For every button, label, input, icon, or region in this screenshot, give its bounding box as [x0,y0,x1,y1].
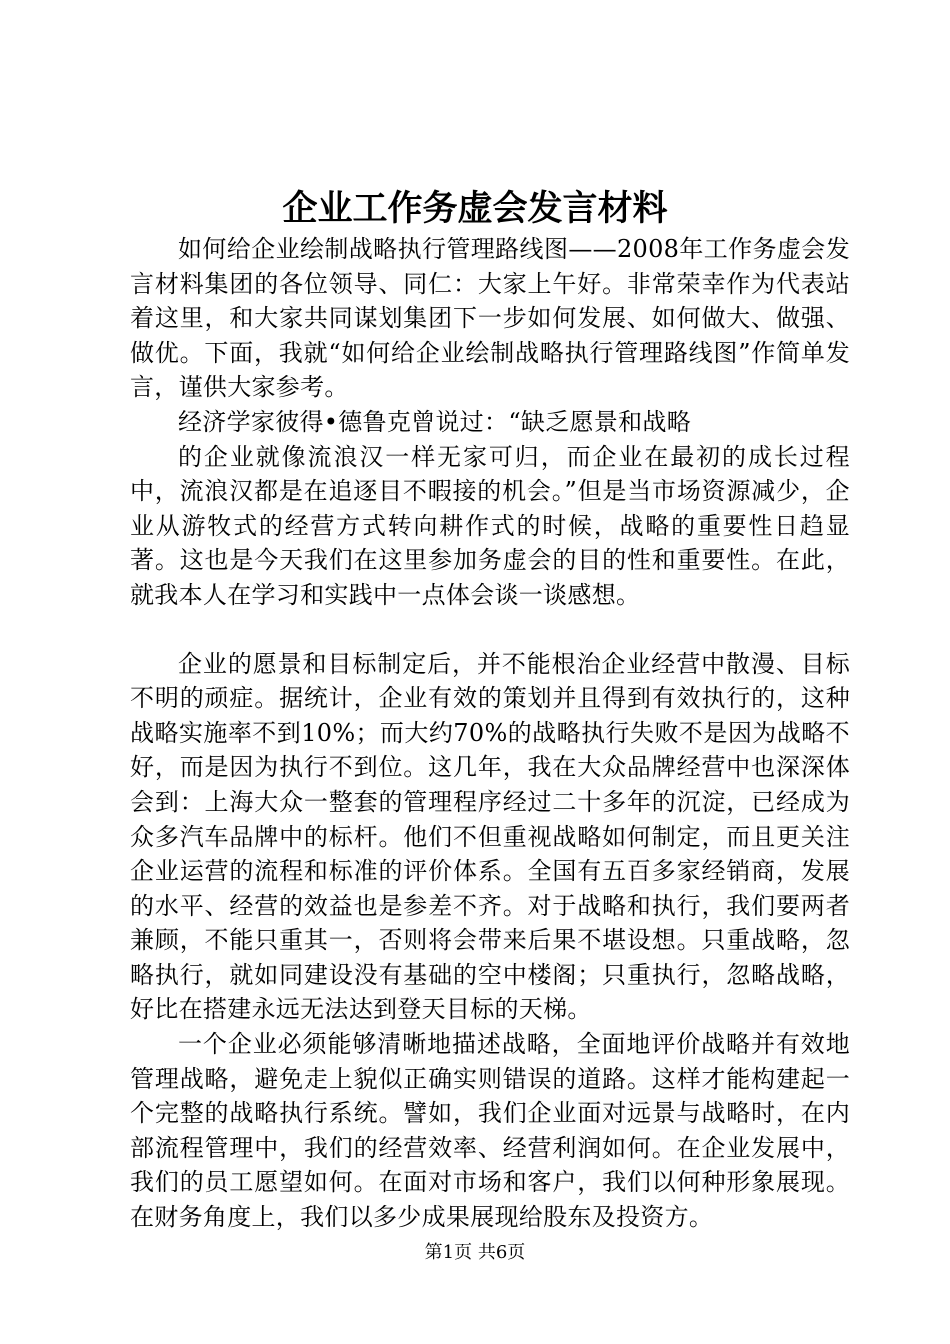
page-number-footer: 第1页 共6页 [424,1242,526,1263]
paragraph-vision-goals: 企业的愿景和目标制定后，并不能根治企业经营中散漫、目标不明的顽症。据统计，企业有效的策划并且得到有效执行的，这种战略实施率不到10%；而大约70%的战略执行失败不是因为战略不好，而是因为执行不到位。这几年，我在大众品牌经营中也深深体会到：上海大众一整套的管理程序经过二十多年的沉淀，已经成为众多汽车品牌中的标杆。他们不但重视战略如何制定，而且更关注企业运营的流程和标准的评价体系。全国有五百多家经销商，发展的水平、经营的效益也是参差不齐。对于战略和执行，我们要两者兼顾，不能只重其一，否则将会带来后果不堪设想。只重战略，忽略执行，就如同建设没有基础的空中楼阁；只重执行，忽略战略，好比在搭建永远无法达到登天目标的天梯。 [130,649,850,1024]
document-body [130,232,850,1235]
paragraph-strategy-system: 一个企业必须能够清晰地描述战略，全面地评价战略并有效地管理战略，避免走上貌似正确实则错误的道路。这样才能构建起一个完整的战略执行系统。譬如，我们企业面对远景与战略时，在内部流程管理中，我们的经营效率、经营利润如何。在企业发展中，我们的员工愿望如何。在面对市场和客户，我们以何种形象展现。在财务角度上，我们以多少成果展现给股东及投资方。 [130,1030,850,1232]
paragraph-quote-continued: 的企业就像流浪汉一样无家可归，而企业在最初的成长过程中，流浪汉都是在追逐目不暇接的机会。”但是当市场资源减少，企业从游牧式的经营方式转向耕作式的时候，战略的重要性日趋显著。这也是今天我们在这里参加务虚会的目的性和重要性。在此，就我本人在学习和实践中一点体会谈一谈感想。 [130,442,850,609]
document-title: 企业工作务虚会发言材料 [282,188,668,229]
paragraph-intro: 如何给企业绘制战略执行管理路线图——2008年工作务虚会发言材料集团的各位领导、同仁：大家上午好。非常荣幸作为代表站着这里，和大家共同谋划集团下一步如何发展、如何做大、做强、做优。下面，我就“如何给企业绘制战略执行管理路线图”作简单发言，谨供大家参考。 [130,235,850,402]
paragraph-quote-start: 经济学家彼得•德鲁克曾说过：“缺乏愿景和战略 [178,407,692,436]
